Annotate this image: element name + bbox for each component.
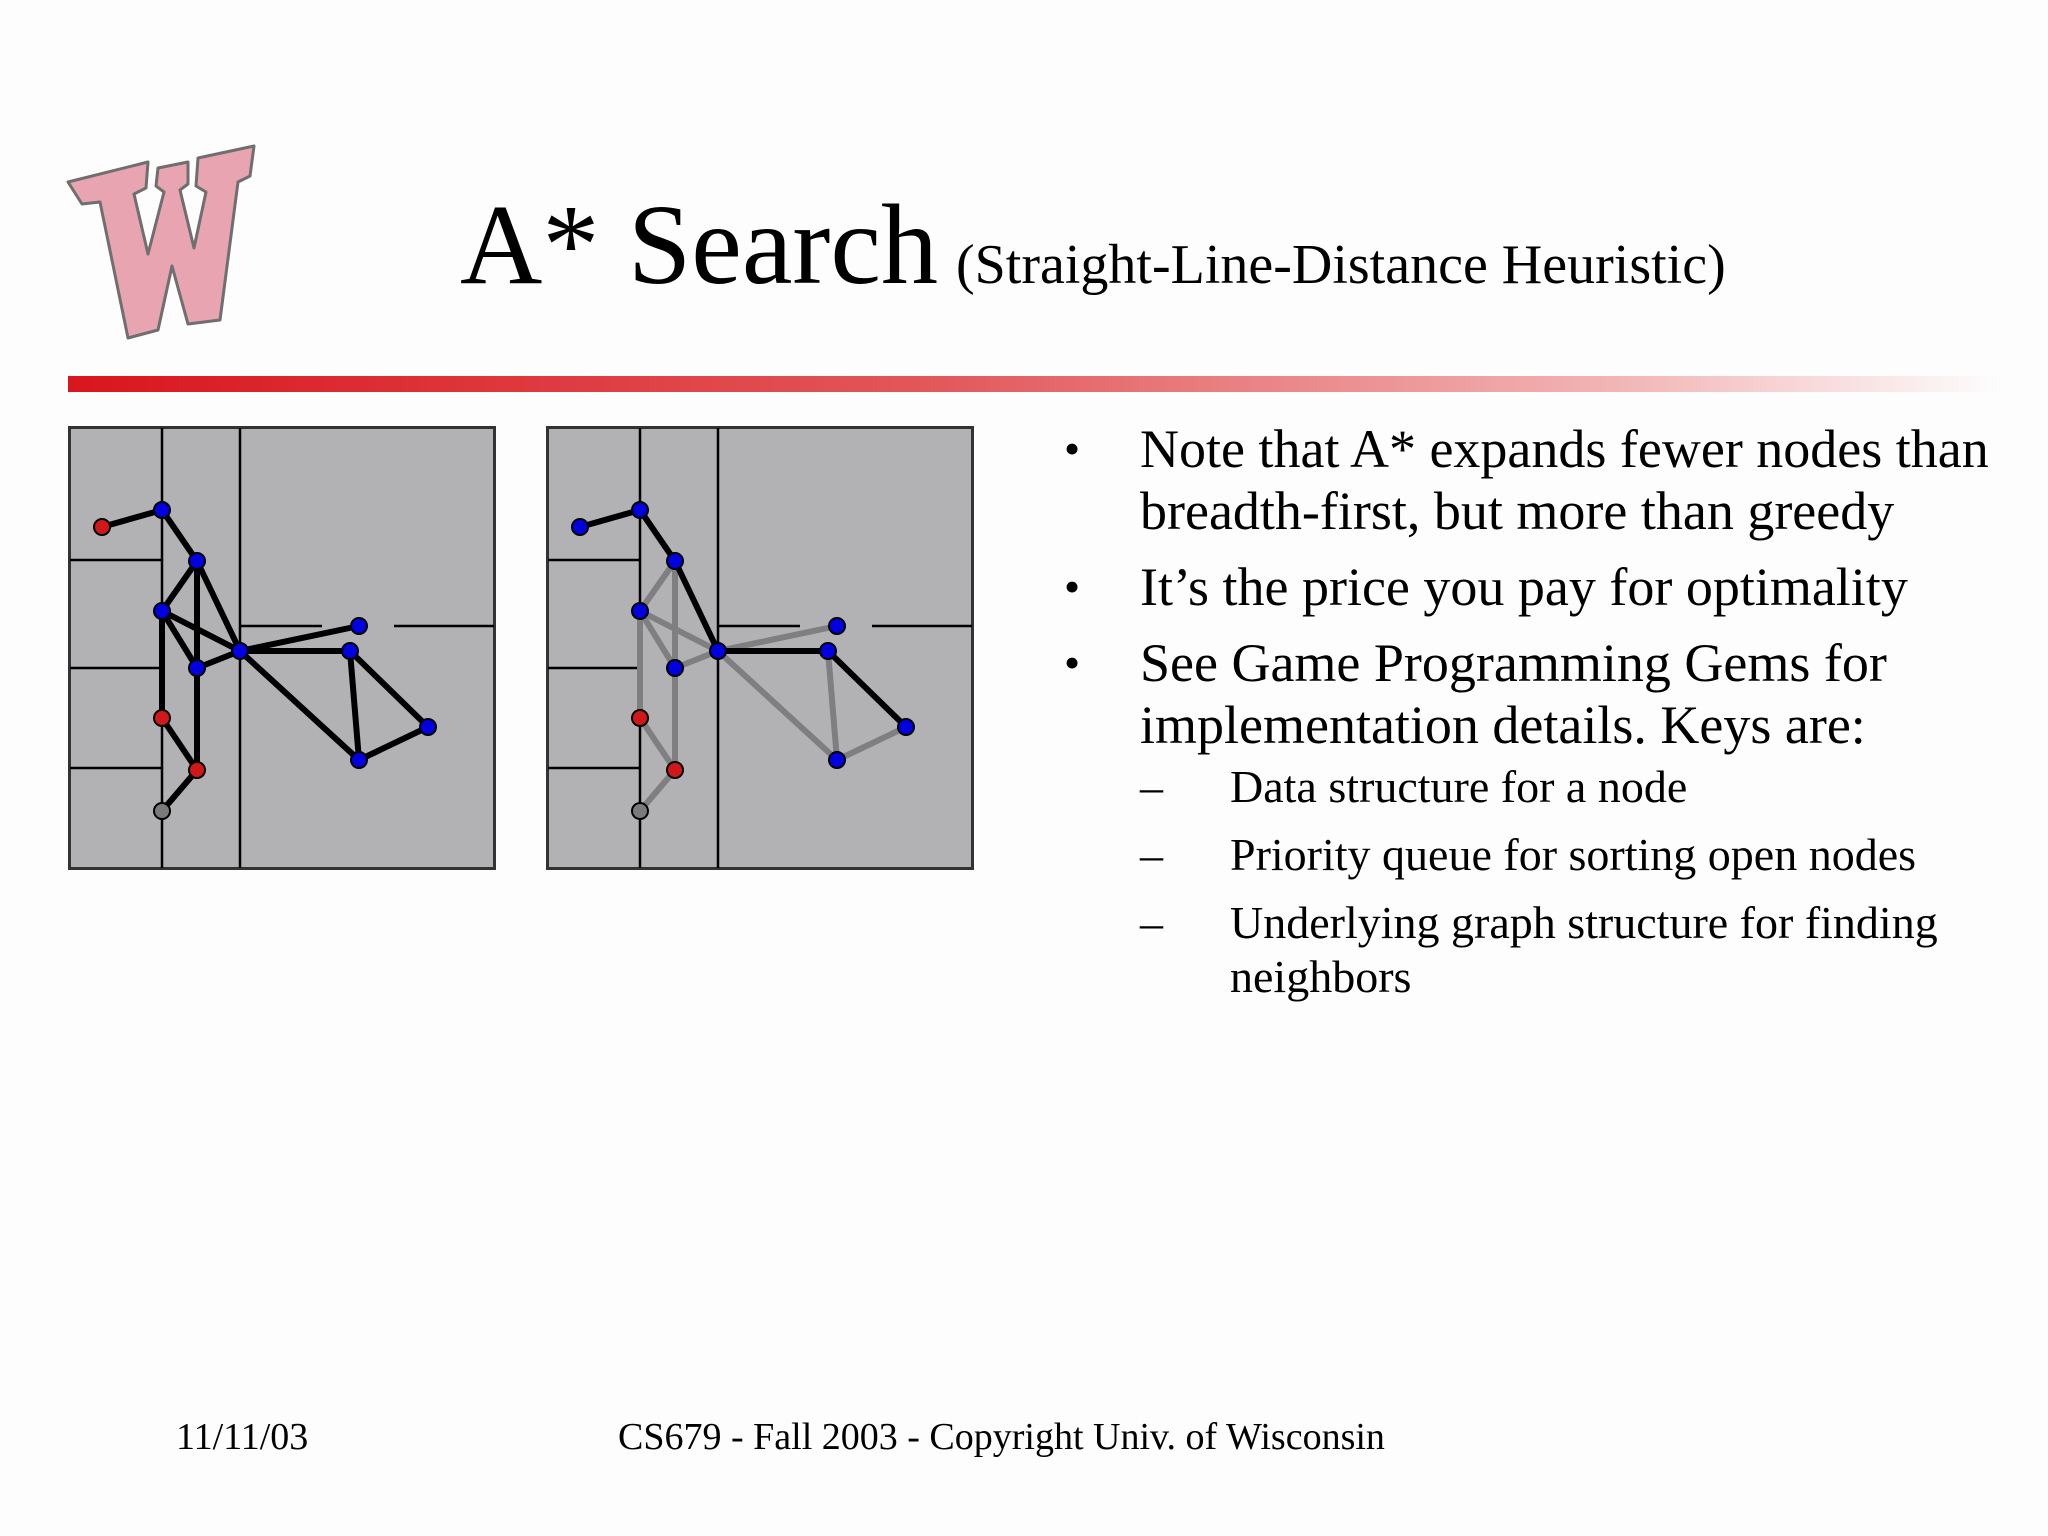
expanded-node xyxy=(189,660,205,676)
expanded-node xyxy=(351,618,367,634)
title-subtitle: (Straight-Line-Distance Heuristic) xyxy=(956,234,1726,296)
sub-bullet-text: Underlying graph structure for finding neighbors xyxy=(1230,897,1938,1002)
expanded-node xyxy=(154,502,170,518)
astar-path-graph xyxy=(546,426,974,870)
title-main: A* Search xyxy=(460,181,938,308)
sub-bullet-text: Data structure for a node xyxy=(1230,761,1688,812)
wisconsin-w-logo xyxy=(60,140,260,340)
expanded-node xyxy=(829,618,845,634)
expanded-node xyxy=(232,643,248,659)
expanded-node xyxy=(572,519,588,535)
title-accent-rule xyxy=(68,376,2000,392)
open-node xyxy=(189,762,205,778)
expanded-node xyxy=(667,660,683,676)
expanded-node xyxy=(632,502,648,518)
open-node xyxy=(632,710,648,726)
expanded-node xyxy=(342,643,358,659)
bullet-marker: • xyxy=(1063,423,1081,474)
bullet-list xyxy=(1060,418,2000,1018)
bullet-item xyxy=(1060,418,2000,542)
expanded-node xyxy=(898,719,914,735)
start-node xyxy=(632,803,648,819)
sub-bullet-item xyxy=(1140,896,2000,1004)
expanded-node xyxy=(351,752,367,768)
bullet-item xyxy=(1060,632,2000,1004)
expanded-node xyxy=(154,603,170,619)
expanded-node xyxy=(710,643,726,659)
open-node xyxy=(154,710,170,726)
page-title xyxy=(460,181,1726,308)
footer-copyright: CS679 - Fall 2003 - Copyright Univ. of Wisconsin xyxy=(618,1416,1385,1458)
bullet-text: See Game Programming Gems for implementation details. Keys are: xyxy=(1140,633,1887,755)
bullet-marker: • xyxy=(1063,637,1081,688)
astar-expansion-graph xyxy=(68,426,496,870)
logo-w-shape xyxy=(68,146,254,338)
sub-bullet-marker: – xyxy=(1140,761,1163,812)
sub-bullet-marker: – xyxy=(1140,829,1163,880)
sub-bullet-item xyxy=(1140,760,2000,814)
expanded-node xyxy=(667,553,683,569)
open-node xyxy=(94,519,110,535)
open-node xyxy=(667,762,683,778)
bullet-item xyxy=(1060,556,2000,618)
bullet-text: It’s the price you pay for optimality xyxy=(1140,557,1908,617)
sub-bullet-item xyxy=(1140,828,2000,882)
footer-date: 11/11/03 xyxy=(176,1416,309,1458)
expanded-node xyxy=(632,603,648,619)
bullet-marker: • xyxy=(1063,561,1081,612)
sub-bullet-marker: – xyxy=(1140,897,1163,948)
expanded-node xyxy=(420,719,436,735)
expanded-node xyxy=(189,553,205,569)
sub-bullet-list xyxy=(1140,760,2000,1004)
expanded-node xyxy=(829,752,845,768)
start-node xyxy=(154,803,170,819)
bullet-text: Note that A* expands fewer nodes than breadth-first, but more than greedy xyxy=(1140,419,1989,541)
sub-bullet-text: Priority queue for sorting open nodes xyxy=(1230,829,1917,880)
expanded-node xyxy=(820,643,836,659)
